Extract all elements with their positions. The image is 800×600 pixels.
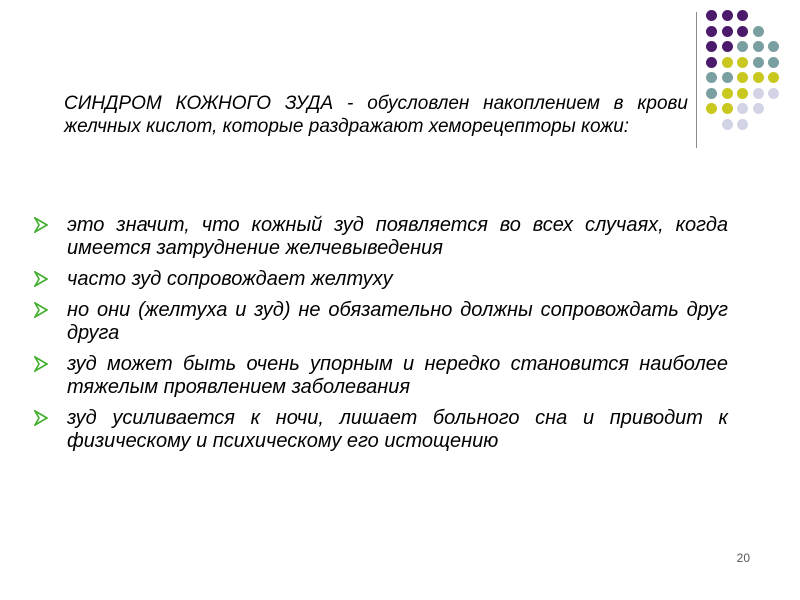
bullet-list (34, 214, 728, 461)
decorative-dot (737, 10, 748, 21)
decorative-dot (753, 88, 764, 99)
list-item (34, 353, 728, 399)
decorative-dot (737, 57, 748, 68)
list-item (34, 299, 728, 345)
decorative-dot (753, 41, 764, 52)
bullet-text: зуд может быть очень упорным и нередко становится наиболее тяжелым проявлением заболевания (67, 353, 728, 398)
decorative-dot (722, 88, 733, 99)
decorative-dot (737, 72, 748, 83)
list-item (34, 214, 728, 260)
decorative-dot (722, 119, 733, 130)
page-number: 20 (736, 551, 750, 565)
decorative-dot (722, 103, 733, 114)
decorative-dot-grid (706, 10, 790, 130)
divider-line (696, 12, 697, 148)
decorative-dot (722, 41, 733, 52)
bullet-text: часто зуд сопровождает желтуху (67, 268, 393, 290)
decorative-dot (737, 26, 748, 37)
decorative-dot (753, 72, 764, 83)
decorative-dot (706, 88, 717, 99)
decorative-dot (768, 72, 779, 83)
bullet-text: это значит, что кожный зуд появляется во всех случаях, когда имеется затруднение желчевыведения (67, 214, 728, 259)
decorative-dot (768, 41, 779, 52)
decorative-dot (706, 41, 717, 52)
intro-paragraph: СИНДРОМ КОЖНОГО ЗУДА - обусловлен накоплением в крови желчных кислот, которые раздражают хеморецепторы кожи: (64, 93, 688, 137)
decorative-dot (706, 10, 717, 21)
decorative-dot (768, 57, 779, 68)
decorative-dot (768, 88, 779, 99)
arrow-bullet-icon (34, 302, 48, 318)
decorative-dot (753, 57, 764, 68)
decorative-dot (722, 72, 733, 83)
decorative-dot (737, 119, 748, 130)
decorative-dot (753, 26, 764, 37)
decorative-dot (706, 26, 717, 37)
decorative-dot (706, 57, 717, 68)
decorative-dot (722, 10, 733, 21)
arrow-bullet-icon (34, 217, 48, 233)
bullet-text: но они (желтуха и зуд) не обязательно должны сопровождать друг друга (67, 299, 728, 344)
decorative-dot (753, 103, 764, 114)
list-item (34, 407, 728, 453)
arrow-bullet-icon (34, 271, 48, 287)
list-item (34, 268, 728, 291)
arrow-bullet-icon (34, 356, 48, 372)
bullet-text: зуд усиливается к ночи, лишает больного сна и приводит к физическому и психическому его истощению (67, 407, 728, 452)
decorative-dot (722, 57, 733, 68)
decorative-dot (706, 72, 717, 83)
decorative-dot (722, 26, 733, 37)
decorative-dot (706, 103, 717, 114)
decorative-dot (737, 41, 748, 52)
decorative-dot (737, 103, 748, 114)
arrow-bullet-icon (34, 410, 48, 426)
decorative-dot (737, 88, 748, 99)
